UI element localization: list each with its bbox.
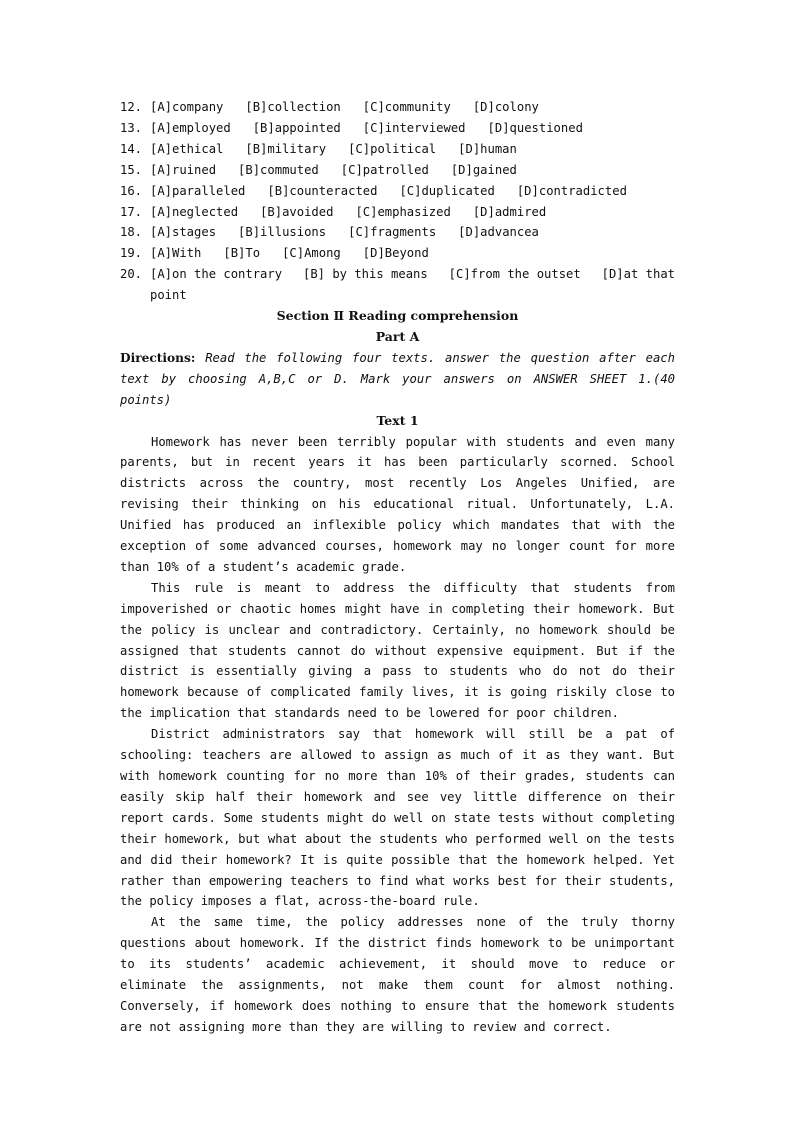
option-b: [B]To <box>223 246 261 261</box>
question-number: 13. <box>120 120 143 135</box>
paragraph: District administrators say that homework will still be a pat of schooling: teachers are allowed to assign as much of it as they want. But with homework counting for no more than 10% of their grades, students can easily skip half their homework and see vey little difference on their report cards. Some students might do well on state tests without completing their homework, but what about the students who performed well on the tests and did their homework? It is quite possible that the homework helped. Yet rather than empowering teachers to find what works best for their students, the policy imposes a flat, across-the-board rule. <box>120 727 675 909</box>
question-15 <box>120 160 675 181</box>
option-a: [A]paralleled <box>150 183 246 198</box>
directions-label: Directions: <box>120 350 196 365</box>
option-d: [D]admired <box>472 204 547 219</box>
option-c: [C]Among <box>282 246 341 261</box>
paragraph: Homework has never been terribly popular with students and even many parents, but in recent years it has been particularly scorned. School districts across the country, most recently Los Angeles Unified, are revising their thinking on his educational ritual. Unfortunately, L.A. Unified has produced an inflexible policy which mandates that with the exception of some advanced courses, homework may no longer count for more than 10% of a student’s academic grade. <box>120 434 675 574</box>
option-a: [A]on the contrary <box>150 267 283 282</box>
paragraph: This rule is meant to address the difficulty that students from impoverished or chaotic homes might have in completing their homework. But the policy is unclear and contradictory. Certainly, no homework should be assigned that students cannot do without expensive equipment. But if the district is essentially giving a pass to students who do not do their homework because of complicated family lives, it is going riskily close to the implication that standards need to be lowered for poor children. <box>120 580 675 721</box>
option-d: [D]at that <box>601 267 675 282</box>
option-c: [C]duplicated <box>399 183 495 198</box>
option-a: [A]employed <box>150 120 231 135</box>
question-17 <box>120 202 675 223</box>
option-c: [C]patrolled <box>340 162 429 177</box>
question-list <box>120 97 675 306</box>
part-title: Part A <box>375 328 420 344</box>
question-number: 12. <box>120 100 143 114</box>
question-12 <box>120 97 675 118</box>
option-c: [C]interviewed <box>362 120 466 135</box>
option-a: [A]stages <box>150 225 217 240</box>
option-d: [D]colony <box>472 100 539 114</box>
text-title: Text 1 <box>376 412 419 428</box>
option-a: [A]neglected <box>150 204 239 219</box>
question-number: 17. <box>120 204 143 219</box>
option-b: [B]illusions <box>238 225 327 240</box>
option-b: [B]avoided <box>260 204 334 219</box>
question-18 <box>120 222 675 243</box>
question-number: 15. <box>120 162 143 177</box>
paragraph: At the same time, the policy addresses none of the truly thorny questions about homework. If the district finds homework to be unimportant to its students’ academic achievement, it should move to reduce or eliminate the assignments, not make them count for almost nothing. Conversely, if homework does nothing to ensure that the homework students are not assigning more than they are willing to review and correct. <box>120 915 675 1034</box>
option-d: [D]questioned <box>487 120 583 135</box>
option-b: [B]military <box>245 141 327 156</box>
question-number: 19. <box>120 246 143 261</box>
option-d: [D]human <box>458 141 517 156</box>
section-title: Section Ⅱ Reading comprehension <box>276 308 519 324</box>
option-c: [C]from the outset <box>448 267 581 282</box>
option-d: [D]advancea <box>458 225 539 240</box>
option-c: [C]community <box>362 100 451 114</box>
option-d: [D]gained <box>450 162 517 177</box>
question-number: 16. <box>120 183 143 198</box>
document-page <box>120 97 675 1038</box>
question-19 <box>120 243 675 264</box>
question-13 <box>120 118 675 139</box>
question-14 <box>120 139 675 160</box>
option-d: [D]contradicted <box>516 183 627 198</box>
option-b: [B]collection <box>245 100 341 114</box>
question-20 <box>120 264 675 306</box>
passage <box>120 432 675 1038</box>
directions-text: Read the following four texts. answer the question after each text by choosing A,B,C or D. Mark your answers on ANSWER SHEET 1.(40 points) <box>120 350 675 407</box>
option-b: [B]counteracted <box>267 183 378 198</box>
option-b: [B]appointed <box>252 120 341 135</box>
option-c: [C]fragments <box>348 225 437 240</box>
option-a: [A]ethical <box>150 141 224 156</box>
question-number: 14. <box>120 141 143 156</box>
question-number: 18. <box>120 225 143 240</box>
option-c: [C]political <box>348 141 437 156</box>
option-a: [A]company <box>150 100 224 114</box>
option-b: [B]commuted <box>238 162 319 177</box>
option-a: [A]ruined <box>150 162 217 177</box>
option-a: [A]With <box>150 246 202 261</box>
option-d-continued: point <box>150 288 187 303</box>
question-16 <box>120 181 675 202</box>
option-c: [C]emphasized <box>355 204 451 219</box>
option-d: [D]Beyond <box>362 246 429 261</box>
question-number: 20. <box>120 267 143 282</box>
directions <box>120 348 675 411</box>
option-b: [B] by this means <box>302 267 428 282</box>
